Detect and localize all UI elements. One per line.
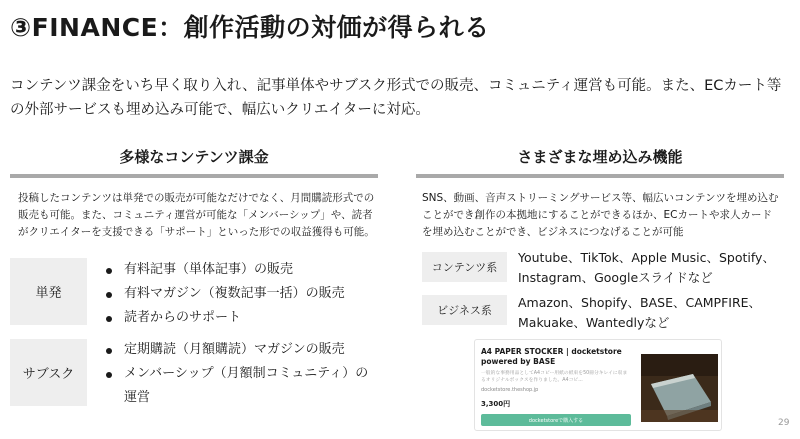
content-embeds-text: Youtube、TikTok、Apple Music、Spotify、Instagram、Googleスライドなど xyxy=(518,250,775,285)
left-description: 投稿したコンテンツは単発での販売が可能なだけでなく、月間購読形式での販売も可能。また、コミュニティ運営が可能な「メンバーシップ」や、読者がクリエイターを支援できる「サポート」といった形での収益獲得も可能。 xyxy=(18,192,375,238)
subscription-list xyxy=(104,338,374,410)
list-item: 読者からのサポート xyxy=(104,306,345,330)
card-description: 一般的な事務用品としてA4コピー用紙の紙束を50冊分キレイに収まるオリジナルボックスを作りました。A4コピ... xyxy=(481,371,628,383)
product-photo xyxy=(641,354,718,422)
card-title: A4 PAPER STOCKER | docketstore powered by BASE xyxy=(481,347,622,366)
bullet-dot-icon xyxy=(106,268,112,274)
business-embeds-text: Amazon、Shopify、BASE、CAMPFIRE、Makuake、Wantedlyなど xyxy=(518,295,762,330)
slide-intro: コンテンツ課金をいち早く取り入れ、記事単体やサブスク形式での販売、コミュニティ運営も可能。また、ECカート等の外部サービスも埋め込み可能で、幅広いクリエイターに対応。 xyxy=(10,78,782,118)
buy-button[interactable]: docketstoreで購入する xyxy=(481,414,631,426)
left-divider xyxy=(10,174,378,178)
card-domain: docketstore.theshop.jp xyxy=(481,387,539,393)
page-number: 29 xyxy=(778,418,790,428)
label-content-embeds: コンテンツ系 xyxy=(422,252,507,282)
bullet-dot-icon xyxy=(106,372,112,378)
bullet-dot-icon xyxy=(106,348,112,354)
list-item: 有料記事（単体記事）の販売 xyxy=(104,258,345,282)
left-heading: 多様なコンテンツ課金 xyxy=(119,148,269,166)
label-subscription: サブスク xyxy=(10,339,87,406)
card-price: 3,300円 xyxy=(481,400,511,408)
bullet-dot-icon xyxy=(106,316,112,322)
right-divider xyxy=(416,174,784,178)
bullet-dot-icon xyxy=(106,292,112,298)
right-heading: さまざまな埋め込み機能 xyxy=(517,148,683,166)
label-one-time: 単発 xyxy=(10,258,87,325)
slide-title: ③FINANCE：創作活動の対価が得られる xyxy=(10,13,490,42)
right-description: SNS、動画、音声ストリーミングサービス等、幅広いコンテンツを埋め込むことができ創作の本拠地にすることができるほか、ECカートや求人カードを埋め込むことができ、ビジネスにつなげることが可能 xyxy=(422,192,779,238)
label-business-embeds: ビジネス系 xyxy=(422,295,507,325)
list-item: メンバーシップ（月額制コミュニティ）の運営 xyxy=(104,362,374,410)
list-item: 定期購読（月額購読）マガジンの販売 xyxy=(104,338,374,362)
embed-store-card[interactable] xyxy=(474,339,722,431)
one-time-list xyxy=(104,258,345,330)
list-item: 有料マガジン（複数記事一括）の販売 xyxy=(104,282,345,306)
